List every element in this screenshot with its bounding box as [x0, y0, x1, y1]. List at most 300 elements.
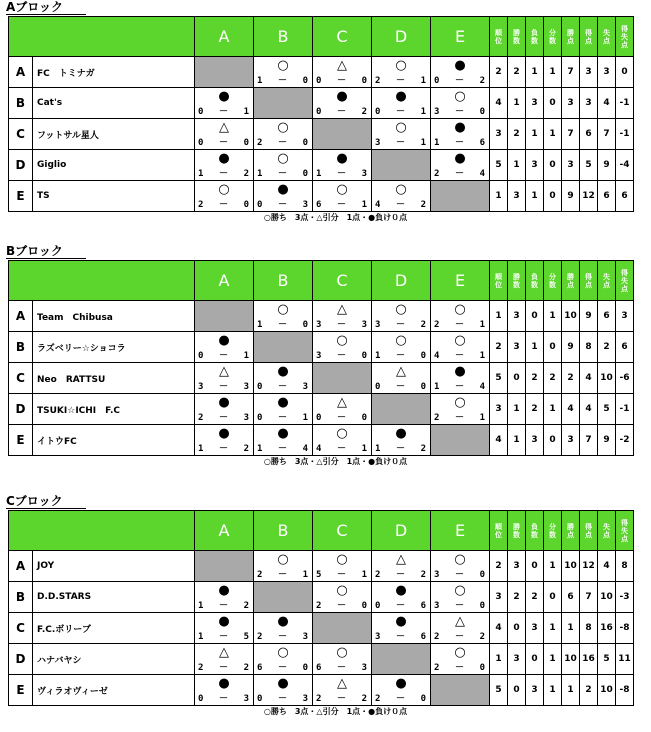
stat-header-char: 得: [621, 24, 628, 33]
score-opponent: 2: [420, 570, 426, 580]
stat-value: 0: [508, 363, 526, 394]
opponent-header-c: C: [313, 17, 372, 57]
header-row: [9, 17, 634, 57]
match-score: [316, 351, 367, 361]
stat-header-char: 位: [495, 280, 502, 289]
self-match-cell: [372, 394, 431, 425]
team-row: [9, 181, 634, 212]
score-own: 3: [434, 570, 440, 580]
stat-value: 6: [598, 301, 616, 332]
opponent-header-e: E: [431, 511, 490, 551]
stat-header: [544, 261, 562, 301]
match-result-cell: [313, 57, 372, 88]
match-score: [434, 138, 485, 148]
stat-header-char: 順: [495, 28, 502, 37]
score-own: 3: [375, 632, 381, 642]
row-letter: C: [9, 119, 33, 150]
stat-header-char: 得: [621, 268, 628, 277]
stat-header: [616, 261, 634, 301]
score-opponent: 2: [243, 663, 249, 673]
stat-value: -8: [616, 675, 634, 706]
score-opponent: 0: [479, 107, 485, 117]
match-score: [198, 601, 249, 611]
match-score: [375, 382, 426, 392]
result-symbol: ○: [277, 58, 289, 73]
score-dash: －: [336, 444, 346, 454]
match-result-cell: [372, 332, 431, 363]
score-dash: －: [218, 382, 228, 392]
stat-value: -2: [616, 425, 634, 456]
match-score: [434, 107, 485, 117]
score-own: 3: [316, 351, 322, 361]
stat-header-char: 負: [531, 272, 538, 281]
score-opponent: 0: [302, 169, 308, 179]
match-score: [316, 76, 367, 86]
score-opponent: 3: [302, 382, 308, 392]
score-opponent: 2: [420, 320, 426, 330]
stat-header-char: 勝: [513, 272, 520, 281]
score-own: 6: [316, 200, 322, 210]
score-own: 1: [434, 138, 440, 148]
score-own: 2: [316, 601, 322, 611]
stat-header-char: 点: [621, 40, 628, 49]
match-score: [257, 382, 308, 392]
stat-value: 8: [580, 613, 598, 644]
score-dash: －: [454, 632, 464, 642]
stat-value: 1: [562, 613, 580, 644]
score-dash: －: [336, 169, 346, 179]
match-result-cell: [254, 644, 313, 675]
score-own: 0: [257, 200, 263, 210]
score-own: 0: [375, 107, 381, 117]
score-opponent: 0: [302, 76, 308, 86]
score-dash: －: [218, 444, 228, 454]
score-dash: －: [454, 413, 464, 423]
match-result-cell: [372, 613, 431, 644]
match-result-cell: [313, 551, 372, 582]
row-letter: D: [9, 644, 33, 675]
stat-value: 1: [526, 332, 544, 363]
stat-value: 6: [598, 181, 616, 212]
score-dash: －: [454, 320, 464, 330]
result-symbol: ●: [277, 676, 289, 691]
opponent-header-d: D: [372, 511, 431, 551]
stat-value: 3: [490, 119, 508, 150]
match-result-cell: [313, 644, 372, 675]
match-score: [434, 382, 485, 392]
score-dash: －: [277, 632, 287, 642]
result-symbol: ●: [336, 151, 348, 166]
score-opponent: 0: [420, 694, 426, 704]
score-own: 0: [316, 413, 322, 423]
score-dash: －: [395, 138, 405, 148]
row-letter: B: [9, 88, 33, 119]
score-own: 2: [316, 694, 322, 704]
stat-value: 0: [544, 181, 562, 212]
match-result-cell: [195, 425, 254, 456]
score-opponent: 4: [479, 169, 485, 179]
result-symbol: ○: [395, 333, 407, 348]
score-opponent: 6: [479, 138, 485, 148]
score-own: 3: [316, 320, 322, 330]
block-title-underline: [6, 14, 86, 15]
match-result-cell: [313, 582, 372, 613]
stat-header-char: 点: [603, 36, 610, 45]
standings-table: [8, 16, 634, 212]
match-score: [198, 663, 249, 673]
stat-header: [508, 511, 526, 551]
standings-table: [8, 260, 634, 456]
match-score: [257, 169, 308, 179]
score-own: 2: [375, 694, 381, 704]
match-score: [198, 413, 249, 423]
stat-header: [544, 511, 562, 551]
match-result-cell: [372, 675, 431, 706]
stat-value: 16: [580, 644, 598, 675]
score-opponent: 1: [302, 570, 308, 580]
result-symbol: △: [219, 120, 229, 135]
row-letter: D: [9, 150, 33, 181]
score-opponent: 0: [361, 601, 367, 611]
score-own: 0: [198, 107, 204, 117]
score-opponent: 1: [420, 76, 426, 86]
stat-value: 1: [508, 150, 526, 181]
legend-text: ○勝ち 3点・△引分 1点・●負け０点: [263, 213, 408, 222]
score-own: 2: [434, 663, 440, 673]
stat-value: 0: [526, 644, 544, 675]
result-symbol: ●: [395, 89, 407, 104]
opponent-header-b: B: [254, 17, 313, 57]
score-dash: －: [218, 601, 228, 611]
match-score: [375, 320, 426, 330]
score-opponent: 1: [302, 413, 308, 423]
score-opponent: 1: [479, 320, 485, 330]
score-dash: －: [454, 663, 464, 673]
stat-value: 1: [544, 301, 562, 332]
score-own: 1: [257, 169, 263, 179]
match-score: [257, 694, 308, 704]
stat-header: [580, 17, 598, 57]
stat-header-char: 数: [549, 280, 556, 289]
stat-value: 0: [544, 425, 562, 456]
score-dash: －: [395, 601, 405, 611]
stat-header-char: 点: [567, 280, 574, 289]
result-symbol: ○: [218, 182, 230, 197]
stat-value: 1: [544, 57, 562, 88]
legend-text: ○勝ち 3点・△引分 1点・●負け０点: [263, 457, 408, 466]
stat-value: 2: [580, 675, 598, 706]
score-dash: －: [395, 694, 405, 704]
stat-header-char: 位: [495, 530, 502, 539]
stat-header-char: 負: [531, 522, 538, 531]
match-result-cell: [195, 88, 254, 119]
stat-value: 6: [580, 119, 598, 150]
score-dash: －: [395, 444, 405, 454]
match-score: [316, 444, 367, 454]
match-score: [316, 413, 367, 423]
score-own: 2: [434, 320, 440, 330]
match-score: [375, 138, 426, 148]
team-name: イトウFC: [33, 425, 195, 456]
team-name: Team Chibusa: [33, 301, 195, 332]
match-result-cell: [254, 675, 313, 706]
stat-header: [580, 261, 598, 301]
score-dash: －: [336, 663, 346, 673]
stat-value: 0: [508, 675, 526, 706]
score-opponent: 5: [243, 632, 249, 642]
match-result-cell: [254, 425, 313, 456]
result-symbol: ○: [336, 182, 348, 197]
match-result-cell: [431, 363, 490, 394]
result-symbol: ●: [395, 676, 407, 691]
header-blank: [9, 261, 195, 301]
match-score: [375, 444, 426, 454]
score-dash: －: [336, 76, 346, 86]
stat-header: [616, 511, 634, 551]
result-symbol: △: [219, 645, 229, 660]
score-opponent: 1: [243, 107, 249, 117]
stat-value: 0: [526, 301, 544, 332]
match-score: [198, 444, 249, 454]
match-result-cell: [431, 613, 490, 644]
score-own: 1: [257, 444, 263, 454]
block-a-2: [0, 494, 651, 732]
stat-header: [598, 511, 616, 551]
result-symbol: △: [337, 676, 347, 691]
result-symbol: ●: [218, 614, 230, 629]
stat-value: 3: [616, 301, 634, 332]
result-symbol: ●: [218, 151, 230, 166]
self-match-cell: [313, 119, 372, 150]
score-opponent: 3: [361, 663, 367, 673]
team-row: [9, 88, 634, 119]
match-score: [316, 570, 367, 580]
stat-value: 2: [490, 57, 508, 88]
match-result-cell: [372, 551, 431, 582]
score-own: 2: [434, 632, 440, 642]
block-a-1: [0, 244, 651, 484]
score-dash: －: [218, 138, 228, 148]
stat-value: 1: [508, 425, 526, 456]
score-dash: －: [277, 444, 287, 454]
self-match-cell: [254, 88, 313, 119]
stat-header-char: 得: [621, 518, 628, 527]
score-dash: －: [277, 320, 287, 330]
result-symbol: △: [455, 614, 465, 629]
stat-header-char: 数: [549, 36, 556, 45]
stat-value: 0: [544, 150, 562, 181]
stat-value: 1: [508, 394, 526, 425]
result-symbol: ●: [218, 426, 230, 441]
score-opponent: 0: [479, 601, 485, 611]
opponent-header-d: D: [372, 17, 431, 57]
stat-header-char: 失: [603, 522, 610, 531]
stat-header: [508, 17, 526, 57]
match-score: [257, 632, 308, 642]
match-score: [434, 169, 485, 179]
score-dash: －: [454, 76, 464, 86]
score-dash: －: [336, 601, 346, 611]
score-own: 0: [316, 76, 322, 86]
score-dash: －: [395, 76, 405, 86]
match-result-cell: [431, 119, 490, 150]
stat-value: 1: [526, 119, 544, 150]
stat-header-char: 数: [513, 36, 520, 45]
result-symbol: ○: [336, 333, 348, 348]
stat-value: 12: [580, 181, 598, 212]
score-own: 2: [375, 570, 381, 580]
result-symbol: ●: [277, 395, 289, 410]
match-score: [316, 601, 367, 611]
score-dash: －: [277, 169, 287, 179]
score-opponent: 3: [243, 413, 249, 423]
block-title-underline: [6, 258, 86, 259]
stat-value: 3: [580, 57, 598, 88]
match-result-cell: [431, 551, 490, 582]
stat-value: 3: [562, 425, 580, 456]
team-name: JOY: [33, 551, 195, 582]
stat-value: 2: [508, 57, 526, 88]
match-result-cell: [313, 332, 372, 363]
result-symbol: ○: [277, 120, 289, 135]
score-own: 3: [434, 601, 440, 611]
stat-value: 0: [544, 332, 562, 363]
team-name: FC トミナガ: [33, 57, 195, 88]
score-dash: －: [454, 570, 464, 580]
result-symbol: ○: [454, 333, 466, 348]
stat-value: 7: [580, 425, 598, 456]
stat-value: 6: [616, 332, 634, 363]
score-opponent: 0: [361, 351, 367, 361]
result-symbol: ○: [277, 645, 289, 660]
score-dash: －: [454, 107, 464, 117]
stat-value: 9: [598, 150, 616, 181]
match-score: [375, 694, 426, 704]
score-own: 3: [375, 138, 381, 148]
opponent-header-e: E: [431, 17, 490, 57]
stat-value: 5: [490, 363, 508, 394]
stat-header-char: 位: [495, 36, 502, 45]
stat-header-char: 点: [567, 530, 574, 539]
score-dash: －: [395, 200, 405, 210]
match-score: [257, 200, 308, 210]
stat-header: [526, 261, 544, 301]
match-result-cell: [195, 332, 254, 363]
stat-header-char: 点: [585, 530, 592, 539]
stat-value: 1: [544, 613, 562, 644]
score-own: 1: [198, 444, 204, 454]
opponent-header-a: A: [195, 511, 254, 551]
match-result-cell: [195, 582, 254, 613]
stat-header-char: 勝: [513, 28, 520, 37]
row-letter: B: [9, 582, 33, 613]
score-dash: －: [395, 107, 405, 117]
result-symbol: ●: [336, 89, 348, 104]
stat-header: [562, 261, 580, 301]
stat-value: 10: [562, 644, 580, 675]
stat-value: 1: [544, 675, 562, 706]
opponent-header-a: A: [195, 17, 254, 57]
opponent-header-c: C: [313, 261, 372, 301]
result-symbol: △: [337, 302, 347, 317]
result-symbol: △: [337, 58, 347, 73]
team-row: [9, 644, 634, 675]
score-own: 2: [434, 413, 440, 423]
score-dash: －: [277, 413, 287, 423]
score-opponent: 6: [420, 632, 426, 642]
result-symbol: ○: [395, 58, 407, 73]
match-result-cell: [195, 394, 254, 425]
stat-header-char: 負: [531, 28, 538, 37]
score-dash: －: [218, 107, 228, 117]
stat-value: 3: [508, 301, 526, 332]
result-symbol: ○: [454, 645, 466, 660]
match-result-cell: [313, 675, 372, 706]
match-score: [198, 351, 249, 361]
header-row: [9, 511, 634, 551]
match-result-cell: [313, 88, 372, 119]
team-name: D.D.STARS: [33, 582, 195, 613]
stat-value: 10: [562, 301, 580, 332]
score-own: 2: [375, 76, 381, 86]
result-symbol: ●: [395, 426, 407, 441]
score-own: 2: [198, 200, 204, 210]
row-letter: B: [9, 332, 33, 363]
opponent-header-d: D: [372, 261, 431, 301]
stat-value: 7: [562, 119, 580, 150]
match-result-cell: [313, 150, 372, 181]
match-result-cell: [431, 57, 490, 88]
score-opponent: 2: [361, 694, 367, 704]
self-match-cell: [313, 363, 372, 394]
stat-header-char: 点: [621, 284, 628, 293]
stat-value: 7: [580, 582, 598, 613]
stat-header: [598, 261, 616, 301]
stat-header-char: 失: [621, 276, 628, 285]
match-score: [198, 694, 249, 704]
stat-header-char: 勝: [513, 522, 520, 531]
score-dash: －: [336, 413, 346, 423]
score-own: 1: [198, 601, 204, 611]
score-opponent: 2: [420, 444, 426, 454]
stat-value: 9: [598, 425, 616, 456]
self-match-cell: [431, 425, 490, 456]
result-symbol: ○: [395, 120, 407, 135]
stat-value: 0: [544, 582, 562, 613]
team-row: [9, 582, 634, 613]
stat-value: 3: [562, 88, 580, 119]
stat-header: [526, 511, 544, 551]
stat-header-char: 点: [603, 280, 610, 289]
score-own: 1: [198, 169, 204, 179]
result-symbol: ●: [454, 151, 466, 166]
result-symbol: ●: [277, 182, 289, 197]
score-opponent: 0: [479, 663, 485, 673]
score-opponent: 1: [420, 107, 426, 117]
block-title-underline: [6, 508, 86, 509]
match-result-cell: [254, 613, 313, 644]
stat-value: 1: [490, 181, 508, 212]
result-symbol: ●: [218, 676, 230, 691]
stat-header-char: 数: [531, 280, 538, 289]
score-opponent: 0: [302, 138, 308, 148]
match-score: [375, 76, 426, 86]
row-letter: E: [9, 181, 33, 212]
match-result-cell: [195, 613, 254, 644]
score-opponent: 0: [302, 320, 308, 330]
result-symbol: ○: [454, 302, 466, 317]
score-own: 1: [257, 320, 263, 330]
